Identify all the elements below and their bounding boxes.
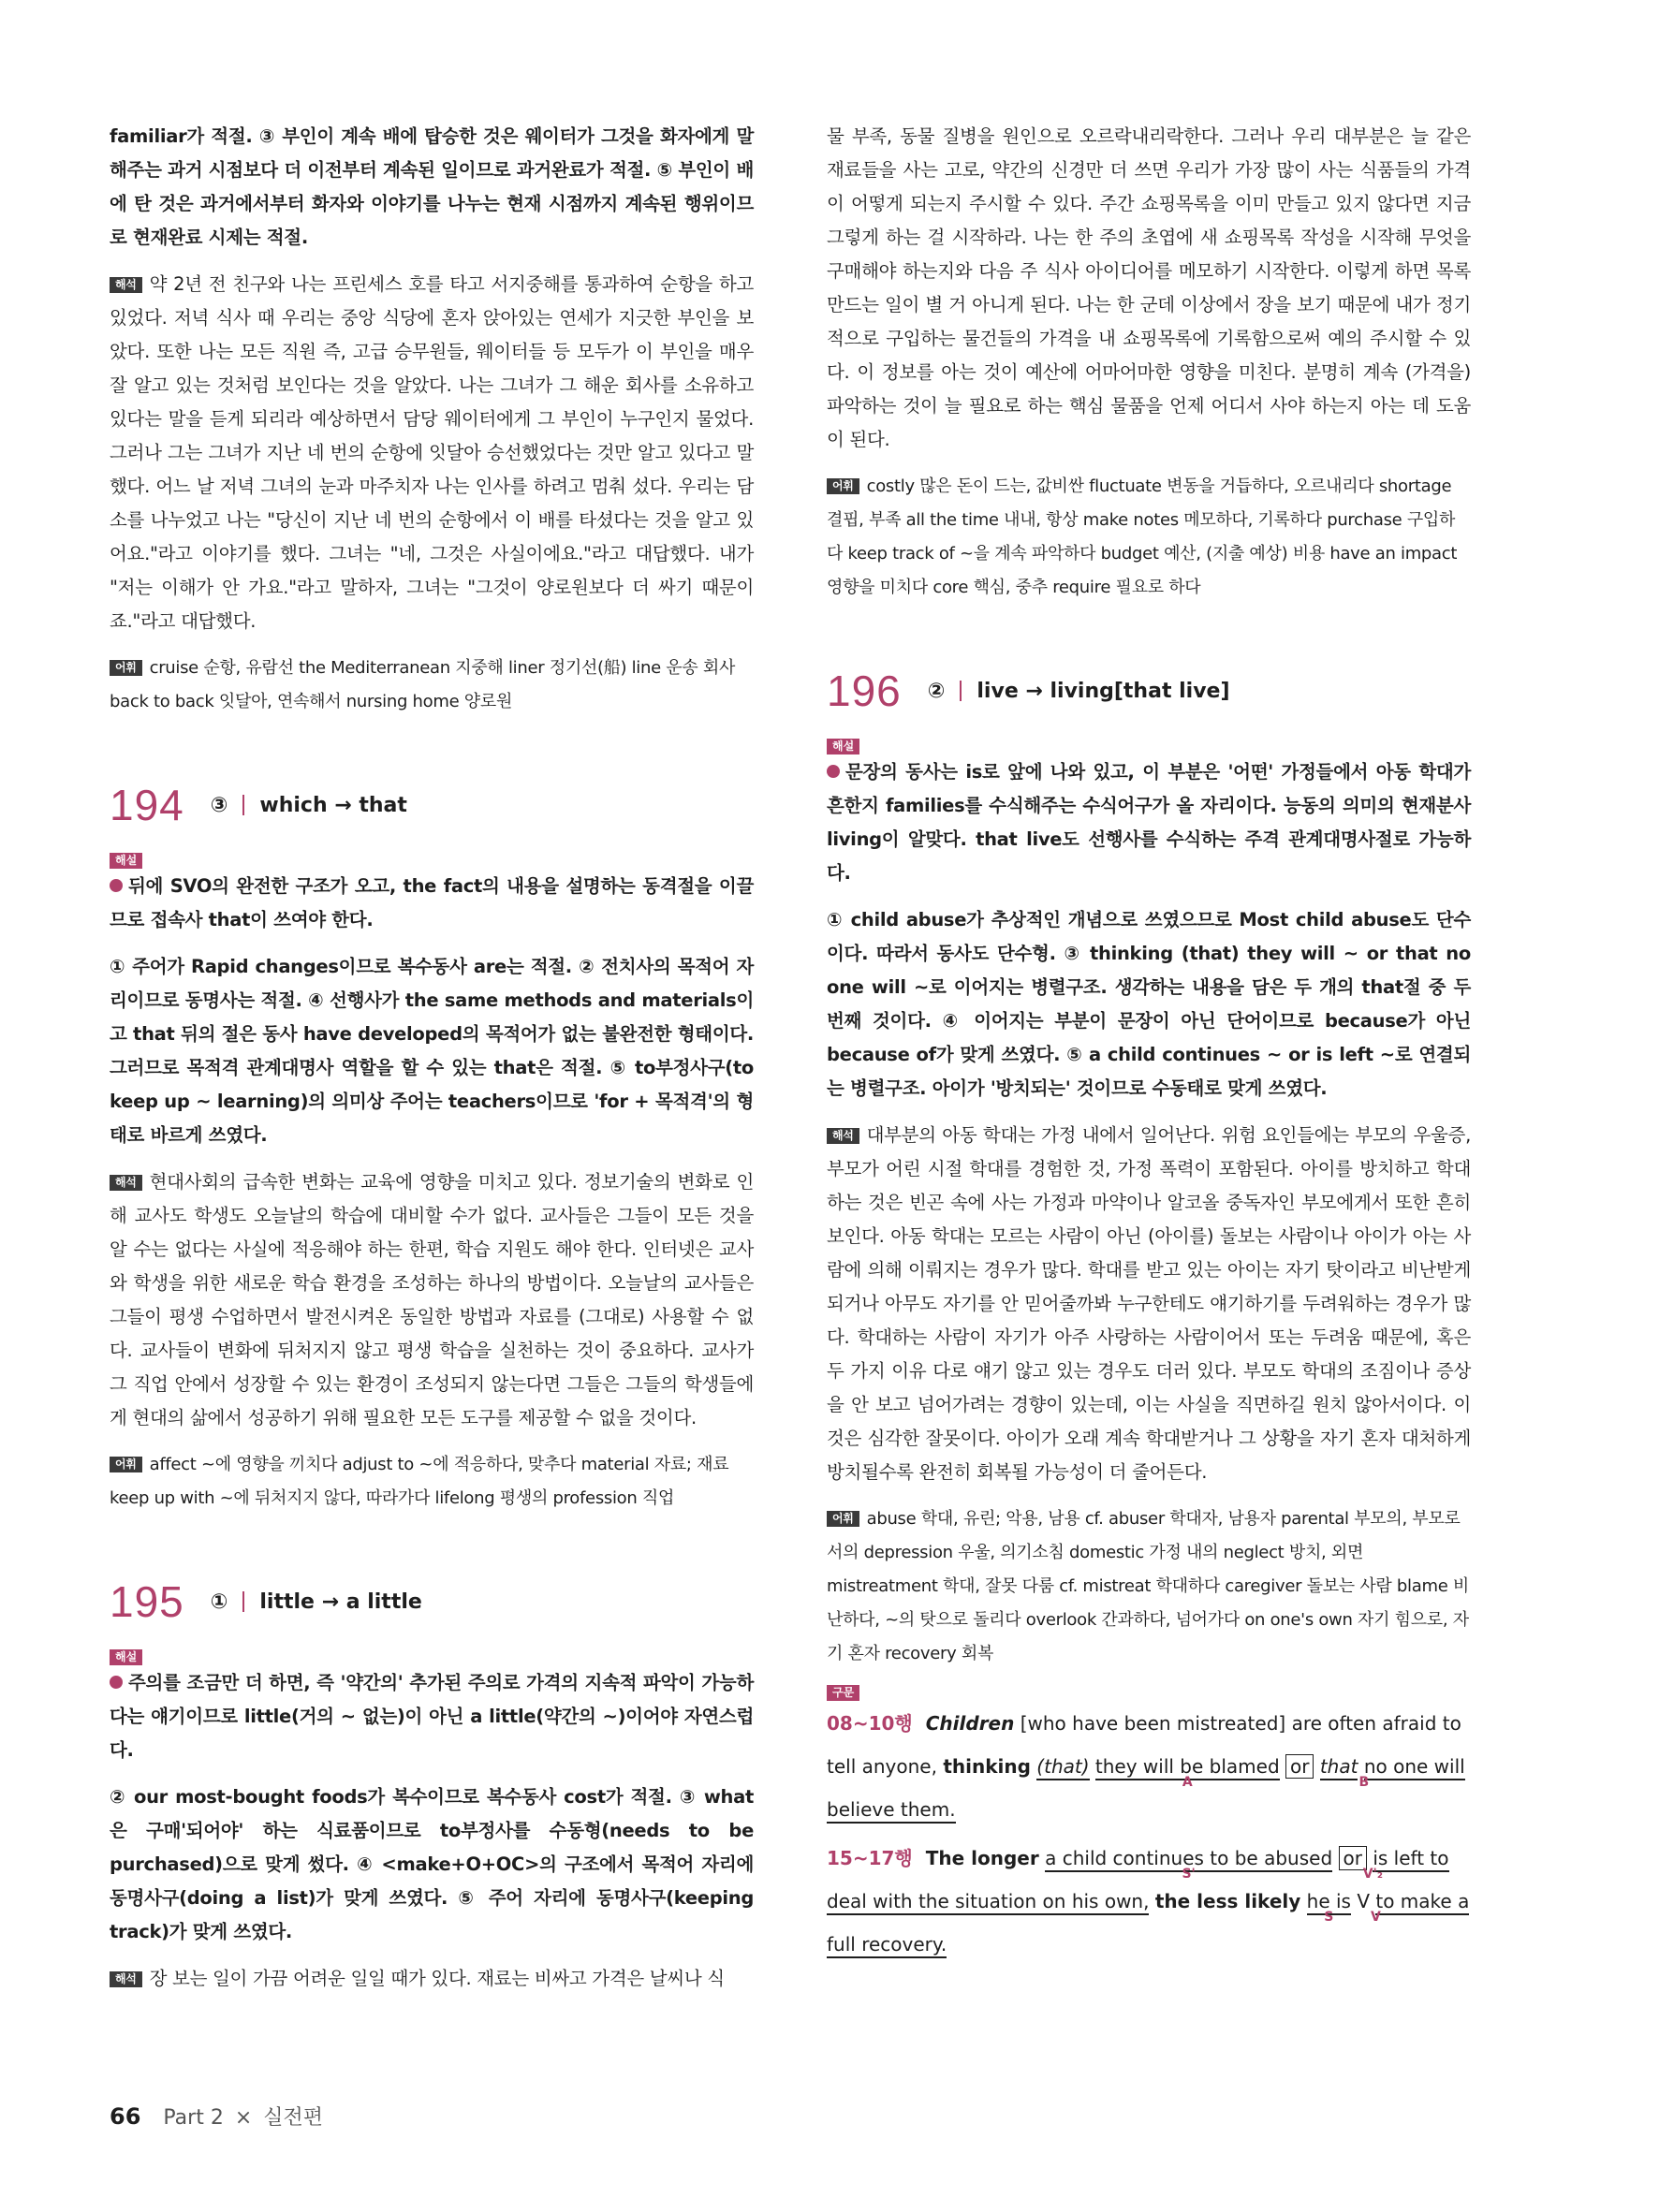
q194-vocab: 어휘 affect ~에 영향을 끼치다 adjust to ~에 적응하다, 맞추다 material 자료; 재료 keep up with ~에 뒤처지지 않다, 따라가다 lifelong 평생의 profession 직업: [110, 1455, 729, 1508]
q195-correction: little → a little: [259, 1589, 422, 1614]
header-separator: [960, 681, 962, 701]
q196-explanation-2: ① child abuse가 추상적인 개념으로 쓰였으므로 Most child abuse도 단수이다. 따라서 동사도 단수형. ③ thinking (that) they will ~ or that no one will ~로 이어지는 병렬구조. 생각하는 내용을 담은 두 개의 that절 중 두 번째 것이다. ④ 이어지는 부분이 문장이 아닌 단어이므로 because가 아닌 because of가 맞게 쓰였다. ⑤ a child continues ~ or is left ~로 연결되는 병렬구조. 아이가 '방치되는' 것이므로 수동태로 맞게 쓰였다.: [827, 909, 1471, 1099]
q194-number: 194: [110, 781, 184, 829]
q194-header: [110, 779, 754, 831]
syntax-label-a: A: [1182, 1775, 1193, 1790]
bullet-icon: [110, 879, 123, 892]
q195-translation-continued: 물 부족, 동물 질병을 원인으로 오르락내리락한다. 그러나 우리 대부분은 늘 같은 재료들을 사는 고로, 약간의 신경만 더 쓰면 우리가 가장 많이 사는 식품들의 가격이 어떻게 되는지 주시할 수 있다. 주간 쇼핑목록을 이미 만들고 있지 않다면 지금 그렇게 하는 걸 시작하라. 나는 한 주의 초엽에 새 쇼핑목록 작성을 시작해 무엇을 구매해야 하는지와 다음 주 식사 아이디어를 메모하기 시작한다. 이렇게 하면 목록 만드는 일이 별 거 아니게 된다. 나는 한 군데 이상에서 장을 보기 때문에 내가 정기적으로 구입하는 물건들의 가격을 내 쇼핑목록에 기록함으로써 예의 주시할 수 있다. 이 정보를 아는 것이 예산에 어마어마한 영향을 미친다. 분명히 계속 (가격을) 파악하는 것이 늘 필요로 하는 핵심 물품을 언제 어디서 사야 하는지 아는 데 도움이 된다.: [827, 125, 1471, 450]
q196-vocab: 어휘 abuse 학대, 유린; 악용, 남용 cf. abuser 학대자, 남용자 parental 부모의, 부모로서의 depression 우울, 의기소침 domestic 가정 내의 neglect 방치, 외면 mistreatment 학대, 잘못 다룸 cf. mistreat 학대하다 caregiver 돌보는 사람 blame 비난하다, ~의 탓으로 돌리다 overlook 간과하다, 넘어가다 on one's own 자기 힘으로, 자기 혼자 recovery 회복: [827, 1509, 1469, 1663]
q195-header: [110, 1575, 754, 1628]
q194-translation: 해석 현대사회의 급속한 변화는 교육에 영향을 미치고 있다. 정보기술의 변화로 인해 교사도 학생도 오늘날의 학습에 대비할 수가 없다. 교사들은 그들이 모든 것을 알 수는 없다는 사실에 적응해야 하는 한편, 학습 지원도 해야 한다. 인터넷은 교사와 학생을 위한 새로운 학습 환경을 조성하는 하나의 방법이다. 오늘날의 교사들은 그들이 평생 수업하면서 발전시켜온 동일한 방법과 자료를 (그대로) 사용할 수 없다. 교사들이 변화에 뒤처지지 않고 평생 학습을 실천하는 것이 중요하다. 교사가 그 직업 안에서 성장할 수 있는 환경이 조성되지 않는다면 그들은 그들의 학생들에게 현대의 삶에서 성공하기 위해 필요한 모든 도구를 제공할 수 없을 것이다.: [110, 1171, 754, 1428]
footer-separator: ×: [234, 2106, 253, 2130]
q194-explanation-label: 해설: [110, 852, 754, 870]
q195-explanation-label: 해설: [110, 1648, 754, 1666]
intro-explanation: familiar가 적절. ③ 부인이 계속 배에 탑승한 것은 웨이터가 그것을 화자에게 말해주는 과거 시점보다 더 이전부터 계속된 일이므로 과거완료가 적절. ⑤ 부인이 배에 탄 것은 과거에서부터 화자와 이야기를 나누는 현재 시점까지 계속된 행위이므로 현재완료 시제는 적절.: [110, 125, 754, 248]
q195-number: 195: [110, 1577, 184, 1626]
q196-explanation-label: 해설: [827, 738, 1471, 755]
q193-translation-text: 약 2년 전 친구와 나는 프린세스 호를 타고 서지중해를 통과하여 순항을 하고 있었다. 저녁 식사 때 우리는 중앙 식당에 혼자 앉아있는 연세가 지긋한 부인을 보았다. 또한 나는 모든 직원 즉, 고급 승무원들, 웨이터들 등 모두가 이 부인을 매우 잘 알고 있는 것처럼 보인다는 것을 알았다. 나는 그녀가 그 해운 회사를 소유하고 있다는 말을 듣게 되리라 예상하면서 담당 웨이터에게 그 부인이 누구인지 물었다. 그러나 그는 그녀가 지난 네 번의 순항에 잇달아 승선했었다는 것만 알고 있다고 말했다. 어느 날 저녁 그녀의 눈과 마주치자 나는 인사를 하려고 멈춰 섰다. 우리는 담소를 나누었고 나는 "당신이 지난 네 번의 순항에서 이 배를 타셨다는 것을 알고 있어요."라고 이야기를 했다. 그녀는 "네, 그것은 사실이에요."라고 대답했다. 내가 "저는 이해가 안 가요."라고 말하자, 그녀는 "그것이 양로원보다 더 싸기 때문이죠."라고 대답했다.: [110, 273, 754, 632]
q193-translation: [110, 268, 754, 638]
q196-header: [827, 665, 1471, 717]
q194-explanation-2: ① 주어가 Rapid changes이므로 복수동사 are는 적절. ② 전치사의 목적어 자리이므로 동명사는 적절. ④ 선행사가 the same methods and materials이고 that 뒤의 절은 동사 have developed의 목적어가 없는 불완전한 형태이다. 그러므로 목적격 관계대명사 역할을 할 수 있는 that은 적절. ⑤ to부정사구(to keep up ~ learning)의 의미상 주어는 teachers이므로 'for + 목적격'의 형태로 바르게 쓰였다.: [110, 956, 754, 1146]
q196-translation: 해석 대부분의 아동 학대는 가정 내에서 일어난다. 위험 요인들에는 부모의 우울증, 부모가 어린 시절 학대를 경험한 것, 가정 폭력이 포함된다. 아이를 방치하고 학대하는 것은 빈곤 속에 사는 가정과 마약이나 알코올 중독자인 부모에게서 또한 흔히 보인다. 아동 학대는 모르는 사람이 아닌 (아이를) 돌보는 사람이나 아이가 아는 사람에 의해 이뤄지는 경우가 많다. 학대를 받고 있는 아이는 자기 탓이라고 비난받게 되거나 아무도 자기를 안 믿어줄까봐 누구한테도 얘기하기를 두려워하는 경우가 많다. 학대하는 사람이 자기가 아주 사랑하는 사람이어서 또는 두려움 때문에, 혹은 두 가지 이유 다로 얘기 않고 있는 경우도 더러 있다. 부모도 학대의 조짐이나 증상을 안 보고 넘어가려는 경향이 있는데, 이는 사실을 직면하길 원치 않아서이다. 이것은 심각한 잘못이다. 아이가 오래 계속 학대받거나 그 상황을 자기 혼자 대처하게 방치될수록 완전히 회복될 가능성이 더 줄어든다.: [827, 1124, 1471, 1483]
q196-answer: ②: [927, 679, 946, 703]
right-column: [827, 120, 1471, 1971]
vocab-tag: 어휘: [110, 660, 142, 676]
q193-vocab-text: cruise 순항, 유람선 the Mediterranean 지중해 liner 정기선(船) line 운송 회사 back to back 잇달아, 연속해서 nursing home 양로원: [110, 658, 736, 711]
syntax-label-b: B: [1358, 1775, 1370, 1790]
syntax-sentence-2: 15~17행 The longer a child continues to be abused S' or is left to deal with the situation on his own, V'₂ the less likely he is S V to make a full recovery. V: [827, 1837, 1471, 1966]
syntax-label: 구문: [827, 1684, 1471, 1702]
q194-answer: ③: [210, 793, 228, 817]
q196-explanation-1: 문장의 동사는 is로 앞에 나와 있고, 이 부분은 '어떤' 가정들에서 아동 학대가 흔한지 families를 수식해주는 수식어구가 올 자리이다. 능동의 의미의 현재분사 living이 알맞다. that live도 선행사를 수식하는 주격 관계대명사절로 가능하다.: [827, 761, 1471, 884]
footer-part: Part 2: [163, 2106, 224, 2130]
q195-translation-start: 해석 장 보는 일이 가끔 어려운 일일 때가 있다. 재료는 비싸고 가격은 날씨나 식: [110, 1962, 754, 1996]
left-column: [110, 120, 754, 2009]
translation-tag: 해석: [110, 277, 142, 293]
syntax-sentence-1: 08~10행 Children [who have been mistreated] are often afraid to tell anyone, thinking (that) they will be blamed A or that no one will believe them. B: [827, 1702, 1471, 1831]
syntax-1-subject: Children: [925, 1712, 1015, 1735]
q195-explanation-1: 주의를 조금만 더 하면, 즉 '약간의' 추가된 주의로 가격의 지속적 파악이 가능하다는 얘기이므로 little(거의 ~ 없는)이 아닌 a little(약간의 ~)이어야 자연스럽다.: [110, 1672, 754, 1761]
q196-correction: live → living[that live]: [976, 679, 1230, 703]
page-number: 66: [110, 2103, 141, 2130]
q195-answer: ①: [210, 1589, 228, 1614]
page-footer: [110, 2102, 323, 2131]
q194-correction: which → that: [259, 793, 407, 817]
header-separator: [242, 795, 244, 815]
q195-vocab: 어휘 costly 많은 돈이 드는, 값비싼 fluctuate 변동을 거듭하다, 오르내리다 shortage 결핍, 부족 all the time 내내, 항상 make notes 메모하다, 기록하다 purchase 구입하다 keep track of ~을 계속 파악하다 budget 예산, (지출 예상) 비용 have an impact 영향을 미치다 core 핵심, 중추 require 필요로 하다: [827, 476, 1458, 597]
q196-number: 196: [827, 667, 902, 715]
bullet-icon: [827, 765, 840, 778]
footer-title: 실전편: [263, 2106, 324, 2130]
q195-explanation-2: ② our most-bought foods가 복수이므로 복수동사 cost가 적절. ③ what은 구매'되어야' 하는 식료품이므로 to부정사를 수동형(needs to be purchased)으로 맞게 썼다. ④ <make+O+OC>의 구조에서 목적어 자리에 동명사구(doing a list)가 맞게 쓰였다. ⑤ 주어 자리에 동명사구(keeping track)가 맞게 쓰였다.: [110, 1786, 754, 1942]
q193-vocab: [110, 652, 754, 719]
syntax-1-line-ref: 08~10행: [827, 1712, 913, 1735]
q194-explanation-1: 뒤에 SVO의 완전한 구조가 오고, the fact의 내용을 설명하는 동격절을 이끌므로 접속사 that이 쓰여야 한다.: [110, 875, 754, 930]
header-separator: [242, 1591, 244, 1612]
bullet-icon: [110, 1676, 123, 1689]
syntax-2-line-ref: 15~17행: [827, 1847, 913, 1869]
